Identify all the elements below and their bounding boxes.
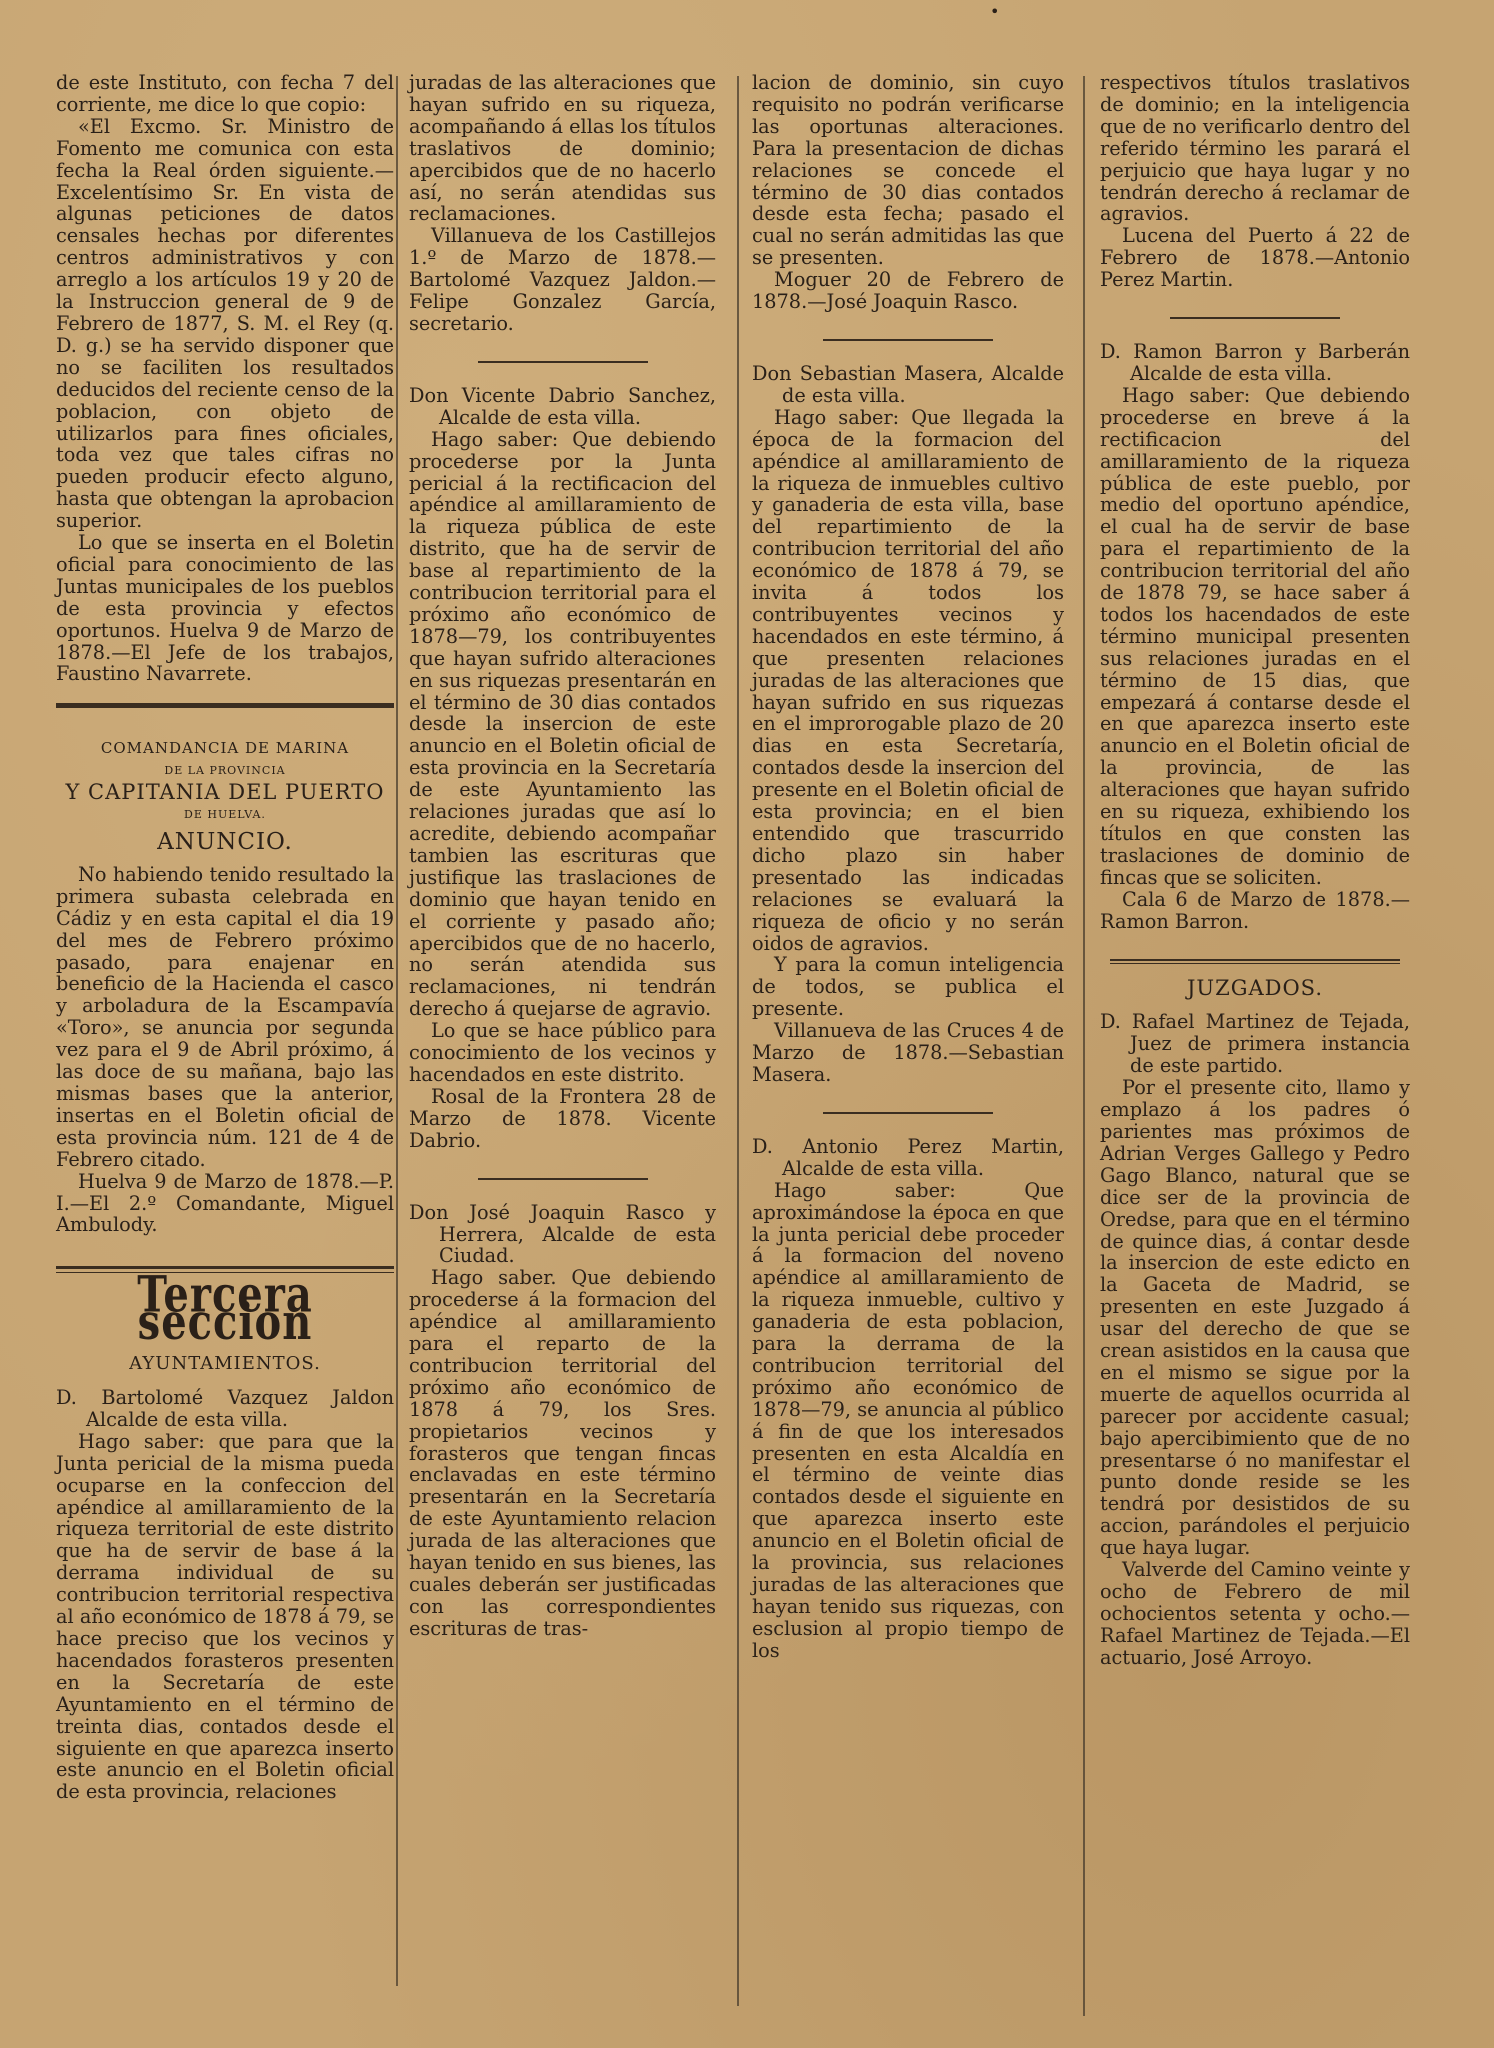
- juzgados-title: JUZGADOS.: [1186, 975, 1323, 1000]
- column-1: [56, 72, 394, 2018]
- column-rule-1: [396, 76, 398, 1986]
- notice-divider: [823, 339, 993, 341]
- notice-signature: Valverde del Camino veinte y ocho de Febrero de mil ochocientos setenta y ocho.—Rafael Martinez de Tejada.—El actuario, José Arroyo.: [1100, 1558, 1410, 1669]
- intro-paragraph-3: Lo que se inserta en el Boletin oficial para conocimiento de las Juntas municipales de los pueblos de esta provincia y efectos oportunos. Huelva 9 de Marzo de 1878.—El Jefe de los trabajos, Faustino Navarrete.: [56, 531, 394, 686]
- notice-heading: Don Vicente Dabrio Sanchez, Alcalde de esta villa.: [409, 383, 716, 429]
- page-mark: •: [990, 2, 1000, 21]
- notice-text: Hago saber: Que llegada la época de la formacion del apéndice al amillaramiento de la riqueza de inmuebles cultivo y ganaderia de esta villa, base del repartimiento de la contribucion territorial del año económico de 1878 á 79, se invita á todos los contribuyentes vecinos y hacendados en este término, á que presenten relaciones juradas de las alteraciones que hayan sufrido en sus riquezas en el improrogable plazo de 20 dias en esta Secretaría, contados desde la insercion del presente en el Boletin oficial de esta provincia; en el bien entendido que trascurrido dicho plazo sin haber presentado las indicadas relaciones se evaluará la riqueza de oficio y no serán oidos de agravios.: [752, 405, 1064, 955]
- intro-paragraph-2: «El Excmo. Sr. Ministro de Fomento me comunica con esta fecha la Real órden siguiente.—Excelentísimo Sr. En vista de algunas peticiones de datos censales hechas por diferentes centros administrativos y con arreglo a los artículos 19 y 20 de la Instruccion general de 9 de Febrero de 1877, S. M. el Rey (q. D. g.) se ha servido disponer que no se faciliten los resultados deducidos del reciente censo de la poblacion, con objeto de utilizarlos para fines oficiales, toda vez que tales cifras no pueden producir efecto alguno, hasta que obtengan la aprobacion superior.: [56, 114, 395, 533]
- notice-text: Hago saber: Que debiendo procederse en breve á la rectificacion del amillaramiento de la riqueza pública de este pueblo, por medio del oportuno apéndice, el cual ha de servir de base para el repartimiento de la contribucion territorial del año de 1878 79, se hace saber á todos los hacendados de este término municipal presenten sus relaciones juradas en el término de 15 dias, que empezará á contarse desde el en que aparezca inserto este anuncio en el Boletin oficial de la provincia, de las alteraciones que hayan sufrido en su riqueza, exhibiendo los títulos en que consten las traslaciones de dominio de fincas que se soliciten.: [1100, 383, 1410, 889]
- notice-text: Por el presente cito, llamo y emplazo á los padres ó parientes mas próximos de Adrian Verges Gallego y Pedro Gago Blanco, natural que se dice ser de la provincia de Oredse, para que en el término de quince dias, á contar desde la insercion de este edicto en la Gaceta de Madrid, se presenten en este Juzgado á usar del derecho de que se crean asistidos en la causa que en el mismo se sigue por la muerte de aquellos ocurrida al parecer por accidente casual; bajo apercibimiento que de no presentarse ó no manifestar el punto donde reside se les tendrá por desistidos de su accion, parándoles el perjuicio que haya lugar.: [1100, 1076, 1410, 1560]
- marina-heading: COMANDANCIA DE MARINA: [100, 739, 350, 758]
- notice-text-2: Lo que se hace público para conocimiento de los vecinos y hacendados en este distrito.: [409, 1019, 716, 1086]
- continued-signature: Lucena del Puerto á 22 de Febrero de 1878.—Antonio Perez Martin.: [1100, 224, 1410, 292]
- continued-text: lacion de dominio, sin cuyo requisito no podrán verificarse las oportunas alteraciones. Para la presentacion de dichas relaciones se concede el término de 30 dias contados desde esta fecha; pasado el cual no serán admitidas las que se presenten.: [752, 71, 1064, 270]
- notice-text: Hago saber: Que aproximándose la época en que la junta pericial debe proceder á la formacion del noveno apéndice al amillaramiento de la riqueza inmueble, cultivo y ganaderia de esta poblacion, para la derrama de la contribucion territorial del próximo año económico de 1878—79, se anuncia al público á fin de que los interesados presenten en esta Alcaldía en el término de veinte dias contados desde el siguiente en que aparezca inserto este anuncio en el Boletin oficial de la provincia, sus relaciones juradas de las alteraciones que hayan tenido sus riquezas, con esclusion al propio tiempo de los: [752, 1178, 1064, 1662]
- continued-text: juradas de las alteraciones que hayan sufrido en su riqueza, acompañando á ellas los títulos traslativos de dominio; apercibidos que de no hacerlo así, no serán atendidas sus reclamaciones.: [409, 71, 716, 226]
- ayuntamientos-title: AYUNTAMIENTOS.: [129, 1353, 321, 1375]
- notice-heading: D. Ramon Barron y Barberán Alcalde de esta villa.: [1100, 340, 1410, 385]
- notice-text: Hago saber. Que debiendo procederse á la formacion del apéndice al amillaramiento para el reparto de la contribucion territorial del próximo año económico de 1878 á 79, los Sres. propietarios vecinos y forasteros que tengan fincas enclavadas en este término presentarán en la Secretaría de este Ayuntamiento relacion jurada de las alteraciones que hayan tenido en sus bienes, las cuales deberán ser justificadas con las correspondientes escrituras de tras-: [409, 1266, 716, 1640]
- continued-signature: Moguer 20 de Febrero de 1878.—José Joaquin Rasco.: [752, 268, 1064, 314]
- column-4: [1100, 72, 1410, 2018]
- notice-divider: [1170, 317, 1340, 319]
- capitania-heading: Y CAPITANIA DEL PUERTO: [65, 780, 385, 805]
- column-3: [752, 72, 1064, 2018]
- anuncio-text: No habiendo tenido resultado la primera subasta celebrada en Cádiz y en esta capital el dia 19 del mes de Febrero próximo pasado, para enajenar en beneficio de la Hacienda el casco y arboladura de la Escampavía «Toro», se anuncia por segunda vez para el 9 de Abril próximo, á las doce de su mañana, bajo las mismas bases que la anterior, insertas en el Boletin oficial de esta provincia núm. 121 de 4 de Febrero citado.: [56, 862, 394, 1171]
- column-rule-3: [1083, 76, 1085, 2016]
- column-rule-2: [737, 76, 739, 2006]
- notice-text: Hago saber: Que debiendo procederse por la Junta pericial á la rectificacion del apéndice al amillaramiento de la riqueza pública de este distrito, que ha de servir de base al repartimiento de la contribucion territorial para el próximo año económico de 1878—79, los contribuyentes que hayan sufrido alteraciones en sus riquezas presentarán en el término de 30 dias contados desde la insercion de este anuncio en el Boletin oficial de esta provincia en la Secretaría de este Ayuntamiento las relaciones juradas que así lo acredite, debiendo acompañar tambien las escrituras que justifique las traslaciones de dominio que hayan tenido en el corriente y pasado año; apercibidos que de no hacerlo, no serán atendida sus reclamaciones, ni tendrán derecho á quejarse de agravio.: [409, 427, 716, 1021]
- notice-divider: [478, 361, 648, 363]
- continued-text: respectivos títulos traslativos de dominio; en la inteligencia que de no verificarlo dentro del referido término les parará el perjuicio que haya lugar y no tendrán derecho á reclamar de agravios.: [1100, 71, 1410, 226]
- notice-heading: D. Bartolomé Vazquez Jaldon Alcalde de esta villa.: [56, 1386, 394, 1431]
- intro-paragraph-1: de este Instituto, con fecha 7 del corriente, me dice lo que copio:: [56, 71, 394, 116]
- marina-subheading: DE LA PROVINCIA: [164, 764, 286, 778]
- notice-divider: [478, 1178, 648, 1180]
- notice-heading: Don José Joaquin Rasco y Herrera, Alcalde de esta Ciudad.: [409, 1200, 716, 1268]
- notice-text: Hago saber: que para que la Junta pericial de la misma pueda ocuparse en la confeccion del apéndice al amillaramiento de la riqueza territorial de este distrito que ha de servir de base á la derrama individual de su contribucion territorial respectiva al año económico de 1878 á 79, se hace preciso que los vecinos y hacendados forasteros presenten en la Secretaría de este Ayuntamiento en el término de treinta dias, contados desde el siguiente en que aparezca inserto este anuncio en el Boletin oficial de esta provincia, relaciones: [56, 1429, 394, 1804]
- notice-text-2: Y para la comun inteligencia de todos, se publica el presente.: [752, 953, 1064, 1021]
- continued-signature: Villanueva de los Castillejos 1.º de Marzo de 1878.—Bartolomé Vazquez Jaldon.—Felipe Gonzalez García, secretario.: [409, 224, 716, 335]
- anuncio-signature: Huelva 9 de Marzo de 1878.—P. I.—El 2.º Comandante, Miguel Ambulody.: [56, 1169, 394, 1237]
- section-divider: [1110, 959, 1400, 964]
- huelva-subheading: DE HUELVA.: [184, 808, 266, 822]
- notice-heading: Don Sebastian Masera, Alcalde de esta villa.: [752, 361, 1064, 407]
- anuncio-title: ANUNCIO.: [157, 829, 293, 855]
- section-divider: [56, 703, 394, 708]
- notice-divider: [823, 1112, 993, 1114]
- section-title: Tercera seccion: [137, 1265, 313, 1352]
- notice-heading: D. Antonio Perez Martin, Alcalde de esta villa.: [752, 1134, 1064, 1180]
- notice-heading: D. Rafael Martinez de Tejada, Juez de primera instancia de este partido.: [1100, 1010, 1410, 1078]
- notice-signature: Villanueva de las Cruces 4 de Marzo de 1878.—Sebastian Masera.: [752, 1019, 1064, 1086]
- column-2: [409, 72, 716, 2018]
- notice-signature: Rosal de la Frontera 28 de Marzo de 1878. Vicente Dabrio.: [409, 1084, 716, 1152]
- notice-signature: Cala 6 de Marzo de 1878.—Ramon Barron.: [1100, 887, 1410, 933]
